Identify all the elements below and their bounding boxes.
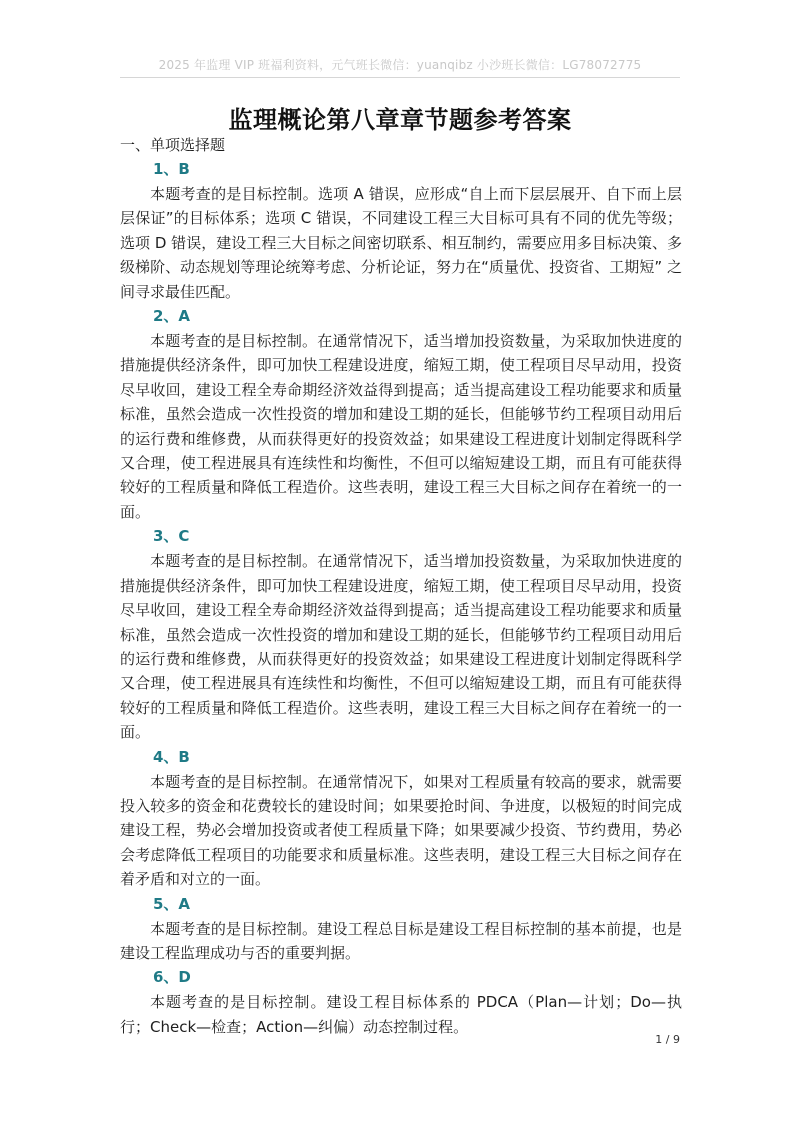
answer-label: 6、D bbox=[153, 968, 191, 987]
answer-label: 2、A bbox=[153, 307, 191, 326]
document-title: 监理概论第八章章节题参考答案 bbox=[228, 106, 572, 134]
answer-label: 3、C bbox=[153, 527, 190, 546]
answer-label: 5、A bbox=[153, 894, 191, 913]
answer-explanation: 本题考查的是目标控制。建设工程总目标是建设工程目标控制的基本前提，也是建设工程监理成功与否的重要判据。 bbox=[120, 919, 682, 962]
section-heading: 一、单项选择题 bbox=[120, 136, 226, 154]
answer-explanation: 本题考查的是目标控制。在通常情况下，适当增加投资数量，为采取加快进度的措施提供经济条件，即可加快工程建设进度，缩短工期，使工程项目尽早动用，投资尽早收回，建设工程全寿命期经济效益得到提高；适当提高建设工程功能要求和质量标准，虽然会造成一次性投资的增加和建设工期的延长，但能够节约工程项目动用后的运行费和维修费，从而获得更好的投资效益；如果建设工程进度计划制定得既科学又合理，使工程进展具有连续性和均衡性，不但可以缩短建设工期，而且有可能获得较好的工程质量和降低工程造价。这些表明，建设工程三大目标之间存在着统一的一面。 bbox=[120, 552, 682, 742]
page-number: 1 / 9 bbox=[655, 1033, 680, 1046]
answer-explanation: 本题考查的是目标控制。建设工程目标体系的 PDCA（Plan—计划；Do—执行；Check—检查；Action—纠偏）动态控制过程。 bbox=[120, 993, 682, 1036]
answer-label: 4、B bbox=[153, 747, 190, 766]
answer-explanation: 本题考查的是目标控制。在通常情况下，如果对工程质量有较高的要求，就需要投入较多的资金和花费较长的建设时间；如果要抢时间、争进度，以极短的时间完成建设工程，势必会增加投资或者使工程质量下降；如果要减少投资、节约费用，势必会考虑降低工程项目的功能要求和质量标准。这些表明，建设工程三大目标之间存在着矛盾和对立的一面。 bbox=[120, 772, 682, 889]
answer-explanation: 本题考查的是目标控制。选项 A 错误，应形成“自上而下层层展开、自下而上层层保证”的目标体系；选项 C 错误，不同建设工程三大目标可具有不同的优先等级；选项 D 错误，建设工程三大目标之间密切联系、相互制约，需要应用多目标决策、多级梯阶、动态规划等理论统筹考虑、分析论证，努力在“质量优、投资省、工期短” 之间寻求最佳匹配。 bbox=[120, 185, 682, 301]
document-body bbox=[120, 134, 682, 1039]
answer-explanation: 本题考查的是目标控制。在通常情况下，适当增加投资数量，为采取加快进度的措施提供经济条件，即可加快工程建设进度，缩短工期，使工程项目尽早动用，投资尽早收回，建设工程全寿命期经济效益得到提高；适当提高建设工程功能要求和质量标准，虽然会造成一次性投资的增加和建设工期的延长，但能够节约工程项目动用后的运行费和维修费，从而获得更好的投资效益；如果建设工程进度计划制定得既科学又合理，使工程进展具有连续性和均衡性，不但可以缩短建设工期，而且有可能获得较好的工程质量和降低工程造价。这些表明，建设工程三大目标之间存在着统一的一面。 bbox=[120, 332, 682, 521]
header-divider bbox=[120, 77, 680, 78]
page-header: 2025 年监理 VIP 班福利资料，元气班长微信：yuanqibz 小沙班长微信：LG78072775 bbox=[158, 58, 642, 72]
answer-label: 1、B bbox=[153, 160, 190, 178]
